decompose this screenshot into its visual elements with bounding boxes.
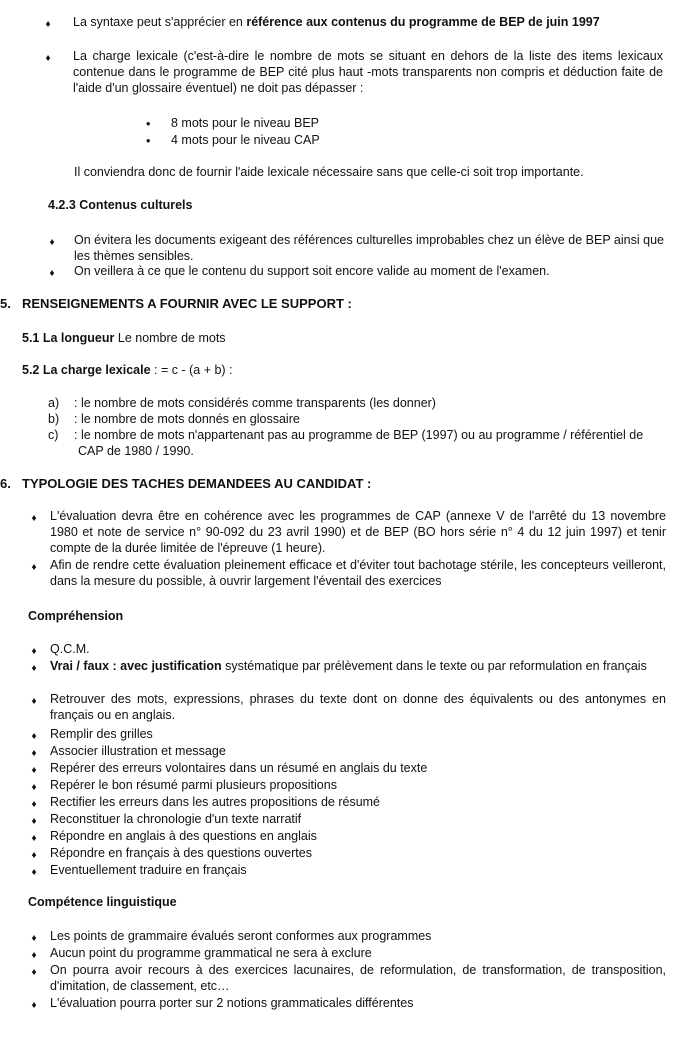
section-5-1 [22,330,226,346]
list-key: c) [48,428,59,442]
bullet-icon: ♦ [31,782,37,793]
list-item: Associer illustration et message [50,744,226,758]
list-item: Retrouver des mots, expressions, phrases du texte dont on donne des équivalents ou des antonymes en français ou en anglais. [50,692,666,722]
bullet-icon: ♦ [31,799,37,810]
syntax-item-bold: référence aux contenus du programme de BEP de juin 1997 [246,15,600,29]
list-item: Reconstituer la chronologie d'un texte narratif [50,812,302,826]
section-6-heading: TYPOLOGIE DES TACHES DEMANDEES AU CANDIDAT : [22,476,372,491]
bullet-icon: ♦ [31,513,37,524]
lexical-load-item: La charge lexicale (c'est-à-dire le nombre de mots se situant en dehors de la liste des items lexicaux contenue dans le programme de BEP cité plus haut -mots transparents non compris et déduction faite de l'aide d'un glossaire éventuel) ne doit pas dépasser : [73,49,663,95]
bullet-icon: ♦ [31,867,37,878]
list-item: Repérer le bon résumé parmi plusieurs propositions [50,778,337,792]
comprehension-heading: Compréhension [28,609,124,623]
bullet-icon: ♦ [31,748,37,759]
bullet-icon: ♦ [49,237,55,248]
bullet-icon: ♦ [31,833,37,844]
round-bullet-icon: • [146,117,151,131]
linguistic-competence-heading: Compétence linguistique [28,895,177,909]
bullet-icon: ♦ [45,19,51,30]
syntax-item [73,14,663,30]
section-5-2-label: 5.2 La charge lexicale [22,363,151,377]
list-item: : le nombre de mots considérés comme transparents (les donner) [74,396,436,410]
list-item: Aucun point du programme grammatical ne sera à exclure [50,946,372,960]
bep-level-item: 8 mots pour le niveau BEP [171,116,319,130]
bullet-icon: ♦ [31,933,37,944]
list-item: L'évaluation pourra porter sur 2 notions grammaticales différentes [50,996,414,1010]
cultural-docs-item: On évitera les documents exigeant des références culturelles improbables chez un élève de BEP ainsi que les thèmes sensibles. [74,233,664,263]
bullet-icon: ♦ [31,696,37,707]
list-item: : le nombre de mots n'appartenant pas au programme de BEP (1997) ou au programme / référentiel de CAP de 1980 / 1990. [74,428,644,458]
bullet-icon: ♦ [49,268,55,279]
efficiency-item: Afin de rendre cette évaluation pleinement efficace et d'éviter tout bachotage stérile, les concepteurs veilleront, dans la mesure du possible, à ouvrir largement l'éventail des exercices [50,558,666,588]
list-item: : le nombre de mots donnés en glossaire [74,412,300,426]
bullet-icon: ♦ [45,53,51,64]
true-false-bold: Vrai / faux : avec justification [50,659,222,673]
section-5-number: 5. [0,296,11,311]
section-5-1-label: 5.1 La longueur [22,331,115,345]
list-item: Remplir des grilles [50,727,153,741]
cap-level-item: 4 mots pour le niveau CAP [171,133,320,147]
section-5-2-text: : = c - (a + b) : [150,363,233,377]
list-item: Répondre en français à des questions ouvertes [50,846,312,860]
syntax-item-text: La syntaxe peut s'apprécier en [73,15,247,29]
true-false-text: systématique par prélèvement dans le texte ou par reformulation en français [221,659,647,673]
round-bullet-icon: • [146,134,151,148]
bullet-icon: ♦ [31,646,37,657]
list-item: Q.C.M. [50,642,90,656]
true-false-item [50,658,666,674]
bullet-icon: ♦ [31,816,37,827]
bullet-icon: ♦ [31,967,37,978]
list-item: Répondre en anglais à des questions en anglais [50,829,317,843]
bullet-icon: ♦ [31,731,37,742]
list-key: b) [48,412,60,426]
bullet-icon: ♦ [31,765,37,776]
list-item: Rectifier les erreurs dans les autres propositions de résumé [50,795,381,809]
validity-item: On veillera à ce que le contenu du support soit encore valide au moment de l'examen. [74,264,550,278]
bullet-icon: ♦ [31,1000,37,1011]
list-key: a) [48,396,60,410]
section-5-heading: RENSEIGNEMENTS A FOURNIR AVEC LE SUPPORT : [22,296,352,311]
bullet-icon: ♦ [31,562,37,573]
list-item: Repérer des erreurs volontaires dans un résumé en anglais du texte [50,761,428,775]
section-6-number: 6. [0,476,11,491]
lexical-aid-note: Il conviendra donc de fournir l'aide lexicale nécessaire sans que celle-ci soit trop importante. [74,165,584,179]
section-5-2 [22,362,233,378]
section-4-2-3-heading: 4.2.3 Contenus culturels [48,198,193,212]
bullet-icon: ♦ [31,850,37,861]
list-item: Eventuellement traduire en français [50,863,247,877]
bullet-icon: ♦ [31,950,37,961]
bullet-icon: ♦ [31,663,37,674]
list-item: On pourra avoir recours à des exercices lacunaires, de reformulation, de transformation, de transposition, d'imitation, de classement, etc… [50,963,666,993]
list-item: Les points de grammaire évalués seront conformes aux programmes [50,929,432,943]
coherence-item: L'évaluation devra être en cohérence avec les programmes de CAP (annexe V de l'arrêté du 13 novembre 1980 et note de service n° 90-092 du 23 avril 1990) et de BEP (BO hors série n° 4 du 12 juin 1997) et tenir compte de la durée limitée de l'épreuve (1 heure). [50,509,666,555]
section-5-1-text: Le nombre de mots [114,331,226,345]
